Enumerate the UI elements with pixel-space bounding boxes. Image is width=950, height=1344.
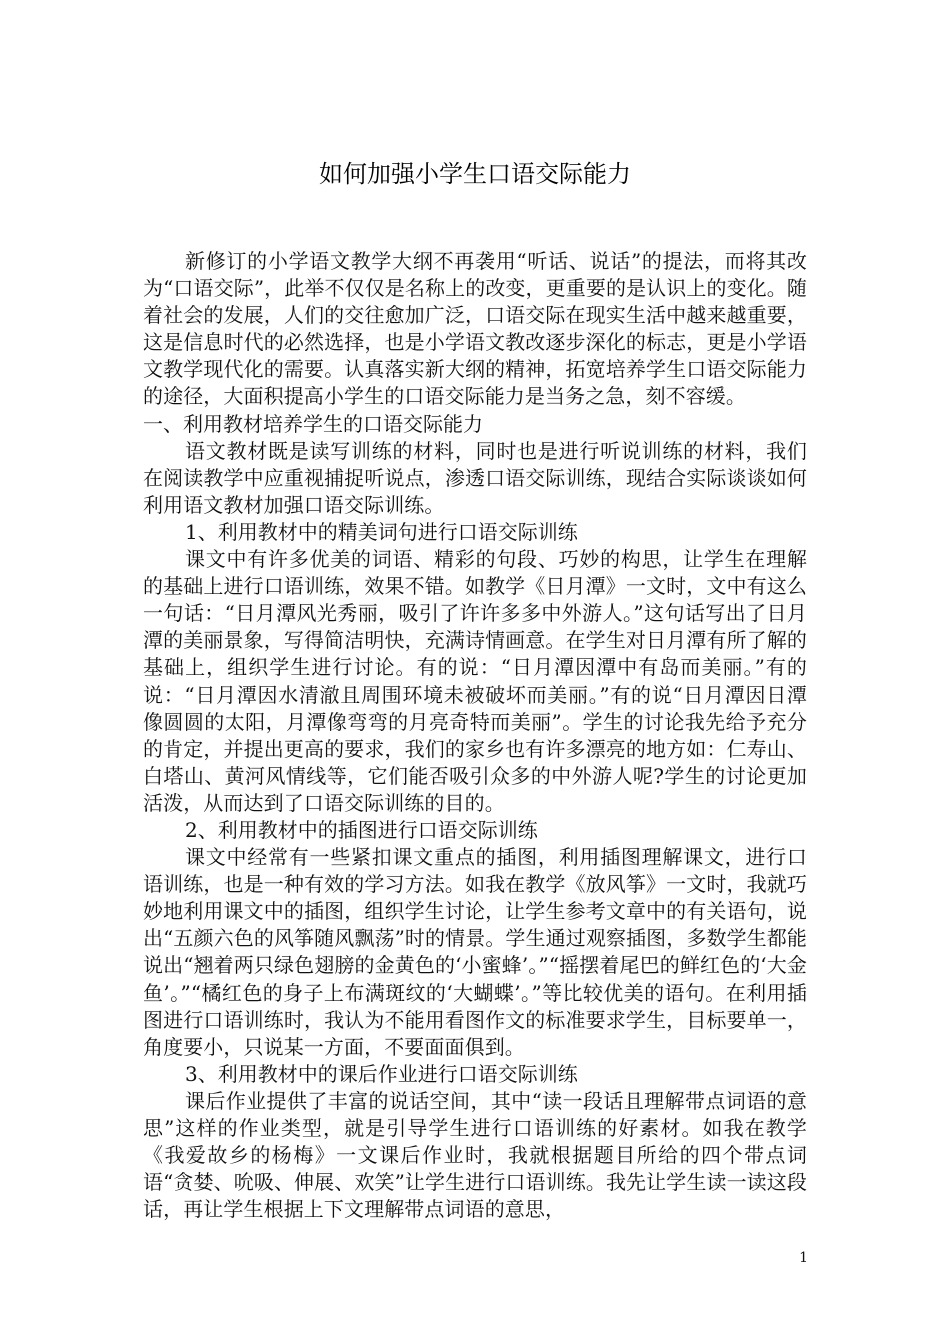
subsection-3-paragraph: 课后作业提供了丰富的说话空间，其中“读一段话且理解带点词语的意思”这样的作业类型，就是引导学生进行口语训练的好素材。如我在教学《我爱故乡的杨梅》一文课后作业时，我就根据题目所给的四个带点词语“贪婪、吮吸、伸展、欢笑”让学生进行口语训练。我先让学生读一读这段话，再让学生根据上下文理解带点词语的意思， (143, 1088, 807, 1222)
subsection-heading-2: 2、利用教材中的插图进行口语交际训练 (185, 817, 538, 842)
document-body (143, 248, 807, 1223)
subsection-2-paragraph: 课文中经常有一些紧扣课文重点的插图，利用插图理解课文，进行口语训练，也是一种有效的学习方法。如我在教学《放风筝》一文时，我就巧妙地利用课文中的插图，组织学生讨论，让学生参考文章中的有关语句，说出“五颜六色的风筝随风飘荡”时的情景。学生通过观察插图，多数学生都能说出“翘着两只绿色翅膀的金黄色的‘小蜜蜂’。”“摇摆着尾巴的鲜红色的‘大金鱼’。”“橘红色的身子上布满斑纹的‘大蝴蝶’。”等比较优美的语句。在利用插图进行口语训练时，我认为不能用看图作文的标准要求学生，目标要单一，角度要小，只说某一方面，不要面面俱到。 (143, 845, 807, 1059)
section-1-paragraph: 语文教材既是读写训练的材料，同时也是进行听说训练的材料，我们在阅读教学中应重视捕捉听说点，渗透口语交际训练，现结合实际谈谈如何利用语文教材加强口语交际训练。 (143, 438, 807, 517)
subsection-1-paragraph: 课文中有许多优美的词语、精彩的句段、巧妙的构思，让学生在理解的基础上进行口语训练，效果不错。如教学《日月潭》一文时，文中有这么一句话：“日月潭风光秀丽，吸引了许许多多中外游人。”这句话写出了日月潭的美丽景象，写得简洁明快，充满诗情画意。在学生对日月潭有所了解的基础上，组织学生进行讨论。有的说：“日月潭因潭中有岛而美丽。”有的说：“日月潭因水清澈且周围环境未被破坏而美丽。”有的说“日月潭因日潭像圆圆的太阳，月潭像弯弯的月亮奇特而美丽”。学生的讨论我先给予充分的肯定，并提出更高的要求，我们的家乡也有许多漂亮的地方如：仁寿山、白塔山、黄河风情线等，它们能否吸引众多的中外游人呢?学生的讨论更加活泼，从而达到了口语交际训练的目的。 (143, 547, 807, 815)
subsection-heading-3: 3、利用教材中的课后作业进行口语交际训练 (185, 1061, 578, 1086)
document-title: 如何加强小学生口语交际能力 (319, 160, 631, 188)
intro-paragraph: 新修订的小学语文教学大纲不再袭用“听话、说话”的提法，而将其改为“口语交际”，此举不仅仅是名称上的改变，更重要的是认识上的变化。随着社会的发展，人们的交往愈加广泛，口语交际在现实生活中越来越重要，这是信息时代的必然选择，也是小学语文教改逐步深化的标志，更是小学语文教学现代化的需要。认真落实新大纲的精神，拓宽培养学生口语交际能力的途径，大面积提高小学生的口语交际能力是当务之急，刻不容缓。 (143, 249, 807, 409)
page-number: 1 (799, 1250, 808, 1266)
subsection-heading-1: 1、利用教材中的精美词句进行口语交际训练 (185, 519, 578, 544)
section-heading-1: 一、利用教材培养学生的口语交际能力 (143, 411, 483, 436)
